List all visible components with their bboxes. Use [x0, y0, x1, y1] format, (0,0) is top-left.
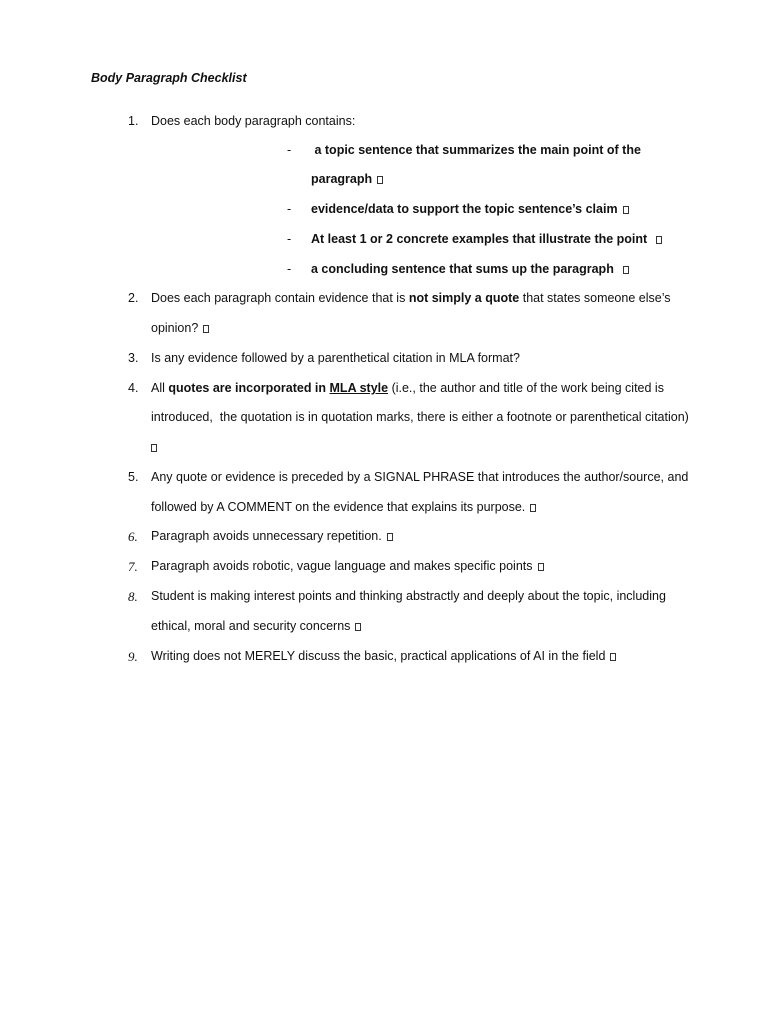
checkbox-icon[interactable] — [623, 266, 629, 274]
item-8-number: 8. — [128, 589, 138, 604]
item-2-pre: Does each paragraph contain evidence that is — [151, 291, 409, 305]
checkbox-icon[interactable] — [538, 563, 544, 571]
item-2-number: 2. — [128, 291, 139, 305]
item-4-text — [151, 381, 664, 395]
item-2-bold: not simply a quote — [408, 291, 520, 305]
subitem-2-text: evidence/data to support the topic sentence’s claim — [311, 202, 618, 216]
item-7-text: Paragraph avoids robotic, vague language and makes specific points — [151, 559, 533, 573]
subitem-2 — [311, 202, 629, 216]
item-4-pre: All — [151, 381, 169, 395]
item-2-text — [151, 291, 671, 305]
item-5-text: Any quote or evidence is preceded by a SIGNAL PHRASE that introduces the author/source, and — [151, 470, 689, 484]
item-8-text-cont — [151, 619, 361, 633]
item-4-post: (i.e., the author and title of the work being cited is — [388, 381, 664, 395]
item-6-number: 6. — [128, 529, 138, 544]
item-4-number: 4. — [128, 381, 139, 395]
subitem-4 — [311, 262, 629, 276]
subitem-3-dash: - — [287, 232, 292, 246]
item-9 — [151, 649, 616, 663]
checkbox-icon[interactable] — [623, 206, 629, 214]
subitem-1-dash: - — [287, 143, 292, 157]
item-1-text: Does each body paragraph contains: — [151, 114, 356, 128]
subitem-3 — [311, 232, 662, 246]
item-7 — [151, 559, 544, 573]
item-5-number: 5. — [128, 470, 139, 484]
checkbox-icon[interactable] — [355, 623, 361, 631]
item-4-bold-underline: MLA style — [329, 381, 389, 395]
checkbox-icon[interactable] — [530, 504, 536, 512]
item-9-text: Writing does not MERELY discuss the basic, practical applications of AI in the field — [151, 649, 606, 663]
item-1-number: 1. — [128, 114, 139, 128]
checkbox-icon[interactable] — [656, 236, 662, 244]
item-8-text: Student is making interest points and thinking abstractly and deeply about the topic, including — [151, 589, 666, 603]
item-4-checkbox-row — [151, 440, 157, 454]
checkbox-icon[interactable] — [610, 653, 616, 661]
checkbox-icon[interactable] — [377, 176, 383, 184]
item-5-line2: followed by A COMMENT on the evidence that explains its purpose. — [151, 500, 526, 514]
item-6-text: Paragraph avoids unnecessary repetition. — [151, 529, 382, 543]
checkbox-icon[interactable] — [203, 325, 209, 333]
subitem-4-dash: - — [287, 262, 292, 276]
item-9-number: 9. — [128, 649, 138, 664]
subitem-4-text: a concluding sentence that sums up the paragraph — [311, 262, 614, 276]
checkbox-icon[interactable] — [387, 533, 393, 541]
item-2-line2: opinion? — [151, 321, 199, 335]
checkbox-icon[interactable] — [151, 444, 157, 452]
subitem-2-dash: - — [287, 202, 292, 216]
subitem-1-text-cont — [311, 172, 383, 186]
item-2-post: that states someone else’s — [519, 291, 671, 305]
subitem-1-text: a topic sentence that summarizes the main point of the — [311, 143, 641, 157]
item-3-number: 3. — [128, 351, 139, 365]
page-title: Body Paragraph Checklist — [91, 71, 247, 85]
item-5-text-cont — [151, 500, 536, 514]
subitem-3-text: At least 1 or 2 concrete examples that illustrate the point — [311, 232, 648, 246]
item-8-line2: ethical, moral and security concerns — [151, 619, 351, 633]
item-4-bold: quotes are incorporated in — [168, 381, 330, 395]
item-6 — [151, 529, 393, 543]
item-4-line2: introduced, the quotation is in quotation marks, there is either a footnote or parenthetical citation) — [151, 410, 689, 424]
subitem-1-text-line2: paragraph — [311, 172, 373, 186]
item-7-number: 7. — [128, 559, 138, 574]
item-2-text-cont — [151, 321, 209, 335]
item-3-text: Is any evidence followed by a parenthetical citation in MLA format? — [151, 351, 520, 365]
